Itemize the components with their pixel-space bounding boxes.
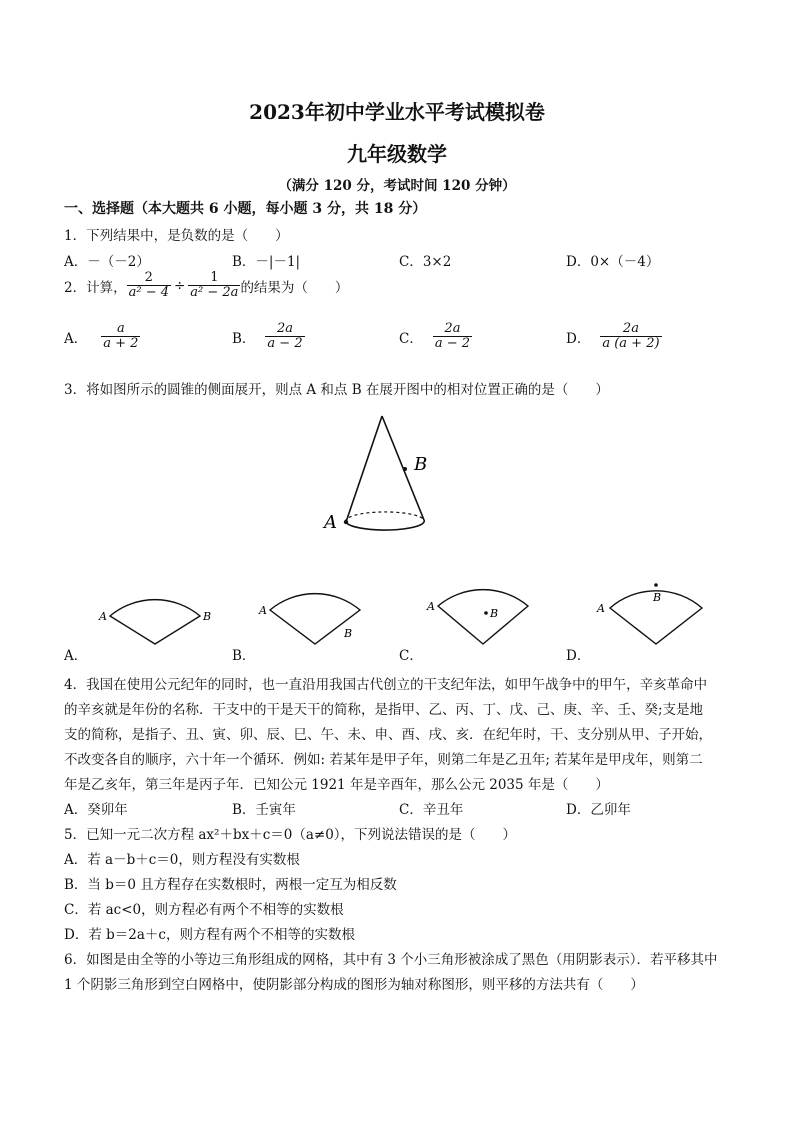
q2-option-c-num: 2a [433, 322, 472, 337]
q1-option-d: D．0×（－4） [566, 254, 660, 270]
q2-option-b-label: B． [232, 330, 256, 347]
cone-base-back [346, 512, 424, 522]
cone-label-b: B [414, 454, 428, 475]
q2-option-a-den: a + 2 [103, 336, 139, 352]
q3-option-c-sector [424, 578, 544, 646]
q2-option-c-den: a − 2 [434, 336, 471, 352]
q5-stem: 5．已知一元二次方程 ax²＋bx＋c＝0（a≠0），下列说法错误的是（ ） [64, 827, 517, 843]
q2-option-a-fraction [101, 322, 140, 352]
q3-option-d: D． [566, 648, 591, 664]
q2-option-d-fraction [600, 322, 661, 352]
q5-option-d: D．若 b＝2a＋c，则方程有两个不相等的实数根 [64, 927, 355, 943]
q2-option-c [399, 322, 472, 352]
sector-c-label-a: A [427, 600, 435, 613]
q3-option-a-sector [96, 580, 216, 646]
q2-option-b-num: 2a [265, 322, 304, 337]
q3-stem: 3．将如图所示的圆锥的侧面展开，则点 A 和点 B 在展开图中的相对位置正确的是（ ） [64, 382, 609, 398]
q6-line-2: 1 个阴影三角形到空白网格中，使阴影部分构成的图形为轴对称图形，则平移的方法共有（ ） [64, 977, 644, 993]
q3-option-d-sector [594, 580, 718, 646]
sector-a-label-a: A [99, 610, 107, 623]
q4-option-c: C．辛丑年 [399, 802, 464, 818]
q2-option-b [232, 322, 305, 352]
q4-line-1: 4．我国在使用公元纪年的同时，也一直沿用我国古代创立的干支纪年法，如甲午战争中的甲午，辛亥革命中 [64, 677, 708, 693]
q5-option-a: A．若 a－b＋c＝0，则方程没有实数根 [64, 852, 300, 868]
q2-fraction-2-num: 1 [188, 271, 240, 286]
q5-option-c: C．若 ac<0，则方程必有两个不相等的实数根 [64, 902, 344, 918]
exam-subject: 九年级数学 [347, 142, 447, 166]
cone-point-a [344, 520, 348, 524]
q1-stem: 1．下列结果中，是负数的是（ ） [64, 228, 289, 244]
q2-option-b-fraction [265, 322, 304, 352]
q4-option-b: B．壬寅年 [232, 802, 296, 818]
q2-stem [64, 271, 348, 301]
exam-title: 2023年初中学业水平考试模拟卷 [249, 100, 545, 124]
cone-left-edge [346, 416, 382, 522]
q2-option-a-label: A． [64, 330, 88, 347]
q2-fraction-2 [188, 271, 240, 301]
q2-fraction-1 [127, 271, 171, 301]
sector-c-label-b: B [490, 607, 499, 620]
sector-d-point [654, 583, 658, 587]
sector-c-point [484, 611, 488, 615]
q2-option-b-den: a − 2 [267, 336, 303, 352]
q4-line-4: 不改变各自的顺序，六十年一个循环．例如: 若某年是甲子年，则第二年是乙丑年; 若某年是甲戌年，则第二 [64, 752, 703, 768]
q2-suffix: 的结果为（ ） [240, 279, 349, 296]
sector-d-label-a: A [597, 602, 605, 615]
q2-option-c-label: C． [399, 330, 423, 347]
q2-fraction-1-den: a² − 4 [128, 285, 169, 301]
q5-option-b: B．当 b＝0 且方程存在实数根时，两根一定互为相反数 [64, 877, 397, 893]
sector-b-label-a: A [259, 604, 267, 617]
sector-a-label-b: B [203, 610, 212, 623]
exam-info: （满分 120 分，考试时间 120 分钟） [278, 178, 516, 194]
q4-line-5: 年是乙亥年，第三年是丙子年．已知公元 1921 年是辛酉年，那么公元 2035 年是（ ） [64, 777, 609, 793]
q2-option-d [566, 322, 662, 352]
q2-option-d-den: a (a + 2) [602, 336, 660, 352]
q6-line-1: 6．如图是由全等的小等边三角形组成的网格，其中有 3 个小三角形被涂成了黑色（用阴影表示）．若平移其中 [64, 952, 718, 968]
sector-a-shape [110, 600, 200, 644]
q2-option-d-num: 2a [600, 322, 661, 337]
cone-point-b [403, 467, 407, 471]
q1-option-a: A．－（－2） [64, 254, 150, 270]
q4-option-a: A．癸卯年 [64, 802, 128, 818]
q3-option-c: C． [399, 648, 423, 664]
q4-line-3: 支的简称，是指子、丑、寅、卯、辰、巳、午、未、申、酉、戌、亥．在纪年时，干、支分别从甲、子开始， [64, 727, 712, 743]
q1-option-c: C．3×2 [399, 254, 452, 270]
q2-option-d-label: D． [566, 330, 591, 347]
section-heading: 一、选择题（本大题共 6 小题，每小题 3 分，共 18 分） [64, 201, 427, 217]
q2-fraction-2-den: a² − 2a [190, 285, 239, 301]
q4-option-d: D．乙卯年 [566, 802, 631, 818]
q3-option-b: B． [232, 648, 256, 664]
q3-option-a: A． [64, 648, 88, 664]
cone-base-front [346, 520, 424, 530]
sector-b-label-b: B [344, 627, 353, 640]
sector-d-label-b: B [653, 591, 662, 604]
q2-prefix: 2．计算， [64, 279, 127, 296]
sector-c-shape [438, 590, 528, 644]
q4-line-2: 的辛亥就是年份的名称．干支中的干是天干的简称，是指甲、乙、丙、丁、戊、己、庚、辛、壬、癸;支是地 [64, 702, 704, 718]
q2-operator: ÷ [173, 277, 186, 294]
cone-figure [320, 408, 470, 538]
q3-option-b-sector [256, 580, 376, 646]
q2-option-a [64, 322, 140, 352]
q2-fraction-1-num: 2 [127, 271, 171, 286]
q2-option-a-num: a [101, 322, 140, 337]
cone-label-a: A [324, 512, 337, 533]
q1-option-b: B．－|－1| [232, 254, 301, 270]
q2-option-c-fraction [433, 322, 472, 352]
